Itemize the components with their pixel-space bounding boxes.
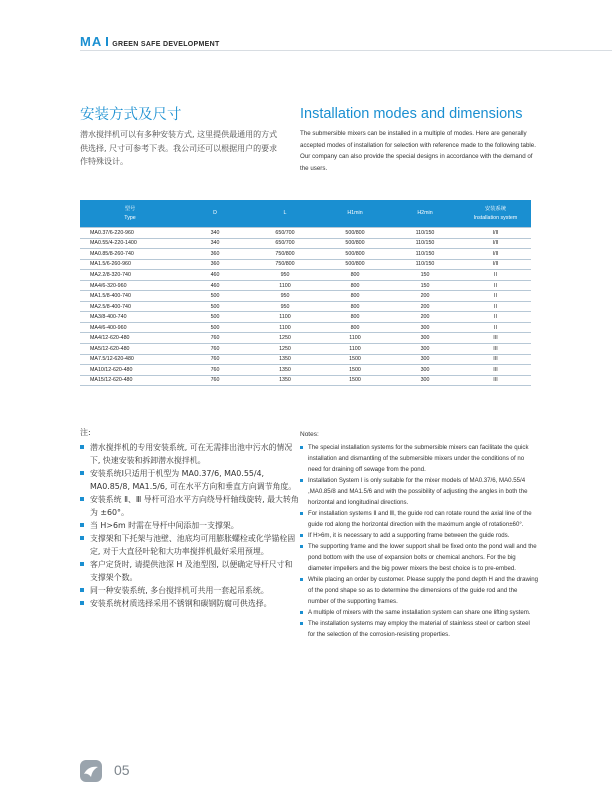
cell-l: 1350 xyxy=(250,375,320,386)
cell-system: I/II xyxy=(460,238,531,249)
cell-h2: 300 xyxy=(390,354,460,365)
header-system-en: Installation system xyxy=(473,214,518,221)
notes-title-en: Notes: xyxy=(300,431,319,438)
cell-h2: 150 xyxy=(390,270,460,281)
cell-h1: 800 xyxy=(320,322,390,333)
bullet-icon xyxy=(300,611,303,614)
cell-h1: 500/800 xyxy=(320,228,390,239)
note-item xyxy=(80,597,300,610)
brand-separator xyxy=(106,37,108,46)
cell-l: 950 xyxy=(250,291,320,302)
cell-d: 500 xyxy=(180,301,250,312)
cell-h1: 1500 xyxy=(320,365,390,376)
note-text: 潜水搅拌机的专用安装系统, 可在无需排出池中污水的情况下, 快速安装和拆卸潜水搅拌机。 xyxy=(90,443,293,465)
header-type-en: Type xyxy=(124,214,136,221)
cell-h2: 200 xyxy=(390,291,460,302)
cell-d: 360 xyxy=(180,259,250,270)
cell-system: I/II xyxy=(460,249,531,260)
cell-h2: 300 xyxy=(390,375,460,386)
note-text: 安装系统Ⅰ只适用于机型为 MA0.37/6, MA0.55/4, MA0.85/8, MA1.5/6, 可在水平方向和垂直方向调节角度。 xyxy=(90,469,297,491)
cell-type: MA10/12-620-480 xyxy=(80,365,180,376)
header-installation-system xyxy=(460,200,531,228)
bullet-icon xyxy=(80,562,84,566)
cell-h1: 800 xyxy=(320,312,390,323)
table-row xyxy=(80,301,531,312)
cell-d: 760 xyxy=(180,365,250,376)
cell-l: 750/800 xyxy=(250,249,320,260)
cell-l: 650/700 xyxy=(250,238,320,249)
cell-h2: 110/150 xyxy=(390,238,460,249)
cell-h2: 200 xyxy=(390,312,460,323)
note-text: 支撑架和下托架与池壁、池底均可用膨胀螺栓或化学锚栓固定, 对于大直径叶轮和大功率搅拌机最好采用预埋。 xyxy=(90,534,296,556)
cell-system: III xyxy=(460,354,531,365)
cell-system: II xyxy=(460,291,531,302)
note-item xyxy=(80,519,300,532)
note-item xyxy=(80,558,300,584)
cell-h1: 800 xyxy=(320,301,390,312)
cell-h1: 1100 xyxy=(320,344,390,355)
cell-h1: 800 xyxy=(320,291,390,302)
bullet-icon xyxy=(80,497,84,501)
header-h1: H1min xyxy=(320,200,390,228)
header-type xyxy=(80,200,180,228)
note-item xyxy=(80,441,300,467)
cell-system: III xyxy=(460,344,531,355)
cell-h1: 800 xyxy=(320,270,390,281)
bullet-icon xyxy=(300,545,303,548)
table-row xyxy=(80,249,531,260)
header-h2: H2min xyxy=(390,200,460,228)
bullet-icon xyxy=(80,523,84,527)
notes-list-en xyxy=(300,442,538,640)
cell-d: 500 xyxy=(180,322,250,333)
table-row xyxy=(80,228,531,239)
note-text: 同一种安装系统, 多台搅拌机可共用一套起吊系统。 xyxy=(90,586,269,595)
cell-h1: 800 xyxy=(320,280,390,291)
brand-header xyxy=(80,34,220,48)
cell-type: MA4/6-400-960 xyxy=(80,322,180,333)
section-title-cn: 安装方式及尺寸 xyxy=(80,107,182,123)
cell-l: 650/700 xyxy=(250,228,320,239)
note-item xyxy=(300,574,538,607)
cell-system: II xyxy=(460,312,531,323)
cell-d: 760 xyxy=(180,375,250,386)
cell-h2: 150 xyxy=(390,280,460,291)
cell-type: MA5/12-620-480 xyxy=(80,344,180,355)
cell-d: 760 xyxy=(180,333,250,344)
note-item xyxy=(80,493,300,519)
cell-h2: 200 xyxy=(390,301,460,312)
cell-d: 460 xyxy=(180,270,250,281)
note-item xyxy=(300,508,538,530)
table-row xyxy=(80,333,531,344)
cell-h2: 110/150 xyxy=(390,228,460,239)
cell-system: II xyxy=(460,301,531,312)
cell-d: 340 xyxy=(180,228,250,239)
cell-type: MA0.55/4-220-1400 xyxy=(80,238,180,249)
table-body xyxy=(80,228,531,386)
table-row xyxy=(80,354,531,365)
bullet-icon xyxy=(80,471,84,475)
note-item xyxy=(300,442,538,475)
brand-logo-text: MA xyxy=(80,34,103,49)
brand-tagline: GREEN SAFE DEVELOPMENT xyxy=(112,41,220,48)
bullet-icon xyxy=(300,534,303,537)
cell-h1: 500/800 xyxy=(320,249,390,260)
footer-logo-icon xyxy=(80,760,102,782)
bullet-icon xyxy=(300,479,303,482)
cell-h1: 1500 xyxy=(320,375,390,386)
intro-paragraph-cn: 潜水搅拌机可以有多种安装方式, 这里提供最通用的方式供选择, 尺寸可参考下表。我公司还可以根据用户的要求作特殊设计。 xyxy=(80,130,278,166)
cell-system: II xyxy=(460,322,531,333)
cell-d: 760 xyxy=(180,354,250,365)
section-title-en: Installation modes and dimensions xyxy=(300,106,523,122)
table-row xyxy=(80,238,531,249)
bullet-icon xyxy=(300,622,303,625)
cell-l: 950 xyxy=(250,301,320,312)
installation-dimensions-table xyxy=(80,200,531,386)
cell-l: 950 xyxy=(250,270,320,281)
cell-system: III xyxy=(460,333,531,344)
notes-title-cn: 注: xyxy=(80,428,91,437)
note-item xyxy=(300,530,538,541)
cell-type: MA0.37/6-220-960 xyxy=(80,228,180,239)
note-text: 客户定货时, 请提供池深 H 及池型图, 以便确定导杆尺寸和支撑架个数。 xyxy=(90,560,293,582)
bullet-icon xyxy=(80,588,84,592)
cell-type: MA15/12-620-480 xyxy=(80,375,180,386)
cell-h2: 300 xyxy=(390,344,460,355)
bullet-icon xyxy=(300,446,303,449)
cell-l: 1350 xyxy=(250,354,320,365)
bullet-icon xyxy=(80,536,84,540)
cell-d: 460 xyxy=(180,280,250,291)
note-text: Installation System I is only suitable for the mixer models of MA0.37/6, MA0.55/4 ,MA0.85/8 and MA1.5/6 and with the possibility of adjusting the angles in both the horizontal and longitudinal directions. xyxy=(308,477,528,506)
cell-h2: 110/150 xyxy=(390,259,460,270)
intro-paragraph-en: The submersible mixers can be installed in a multiple of modes. Here are generally accepted modes of installation for selection with reference made to the following table. Our company can also provide the special designs in accordance with the demand of the users. xyxy=(300,130,536,172)
header-system-cn: 安装系统 xyxy=(484,205,507,212)
note-text: For installation systems Ⅱ and Ⅲ, the guide rod can rotate round the axial line of the guide rod along the horizontal direction with the maximum angle of rotation±60°. xyxy=(308,510,532,528)
cell-type: MA1.5/8-400-740 xyxy=(80,291,180,302)
cell-l: 1100 xyxy=(250,322,320,333)
note-text: 安装系统 Ⅱ、Ⅲ 导杆可沿水平方向绕导杆轴线旋转, 最大转角为 ±60°。 xyxy=(90,495,299,517)
note-item xyxy=(80,467,300,493)
note-text: 当 H>6m 时需在导杆中间添加一支撑架。 xyxy=(90,521,239,530)
cell-type: MA7.5/12-620-480 xyxy=(80,354,180,365)
mixer-propeller-icon xyxy=(80,760,102,782)
cell-d: 340 xyxy=(180,238,250,249)
note-item xyxy=(80,532,300,558)
cell-system: III xyxy=(460,365,531,376)
note-item xyxy=(300,541,538,574)
header-l: L xyxy=(250,200,320,228)
cell-h1: 500/800 xyxy=(320,238,390,249)
cell-system: III xyxy=(460,375,531,386)
cell-l: 1100 xyxy=(250,280,320,291)
cell-h2: 300 xyxy=(390,365,460,376)
note-text: 安装系统材质选择采用不锈钢和碳钢防腐可供选择。 xyxy=(90,599,272,608)
note-text: The supporting frame and the lower support shall be fixed onto the pond wall and the pond bottom with the use of expansion bolts or chemical anchors. For the big diameter impellers and the big power mixers the best choice is to pre-embed. xyxy=(308,543,537,572)
cell-h1: 500/800 xyxy=(320,259,390,270)
cell-type: MA2.5/8-400-740 xyxy=(80,301,180,312)
table-row xyxy=(80,344,531,355)
cell-type: MA4/12-620-480 xyxy=(80,333,180,344)
cell-h1: 1100 xyxy=(320,333,390,344)
note-item xyxy=(300,618,538,640)
table-row xyxy=(80,280,531,291)
cell-type: MA2.2/8-320-740 xyxy=(80,270,180,281)
bullet-icon xyxy=(300,512,303,515)
cell-d: 760 xyxy=(180,344,250,355)
table-row xyxy=(80,270,531,281)
note-text: The special installation systems for the submersible mixers can facilitate the quick installation and dismantling of the submersible mixers under the conditions of no need for draining off sewage from the pond. xyxy=(308,444,529,473)
table-header-row xyxy=(80,200,531,228)
header-d: D xyxy=(180,200,250,228)
table-row xyxy=(80,291,531,302)
note-text: The installation systems may employ the material of stainless steel or carbon steel for the selection of the corrosion-resisting properties. xyxy=(308,620,530,638)
cell-type: MA4/6-320-960 xyxy=(80,280,180,291)
cell-l: 1250 xyxy=(250,333,320,344)
cell-system: I/II xyxy=(460,228,531,239)
header-type-cn: 型号 xyxy=(124,205,136,212)
table-row xyxy=(80,365,531,376)
bullet-icon xyxy=(80,601,84,605)
cell-l: 1350 xyxy=(250,365,320,376)
cell-d: 500 xyxy=(180,312,250,323)
cell-h2: 300 xyxy=(390,322,460,333)
note-item xyxy=(80,584,300,597)
header-divider xyxy=(80,50,612,51)
cell-d: 500 xyxy=(180,291,250,302)
bullet-icon xyxy=(80,445,84,449)
cell-system: II xyxy=(460,270,531,281)
cell-h2: 110/150 xyxy=(390,249,460,260)
cell-l: 1100 xyxy=(250,312,320,323)
bullet-icon xyxy=(300,578,303,581)
cell-type: MA1.5/6-260-960 xyxy=(80,259,180,270)
cell-d: 360 xyxy=(180,249,250,260)
cell-type: MA0.85/8-260-740 xyxy=(80,249,180,260)
table-row xyxy=(80,322,531,333)
cell-system: II xyxy=(460,280,531,291)
page-number: 05 xyxy=(114,762,130,778)
table-row xyxy=(80,375,531,386)
cell-h1: 1500 xyxy=(320,354,390,365)
cell-l: 1250 xyxy=(250,344,320,355)
note-item xyxy=(300,607,538,618)
notes-list-cn xyxy=(80,441,300,610)
cell-type: MA3/8-400-740 xyxy=(80,312,180,323)
note-text: While placing an order by customer. Please supply the pond depth H and the drawing of the pond shape so as to determine the dimensions of the guide rod and the number of the supporting frames. xyxy=(308,576,539,605)
table-row xyxy=(80,259,531,270)
cell-l: 750/800 xyxy=(250,259,320,270)
note-item xyxy=(300,475,538,508)
cell-system: I/II xyxy=(460,259,531,270)
note-text: A multiple of mixers with the same installation system can share one lifting system. xyxy=(308,609,531,616)
table-row xyxy=(80,312,531,323)
note-text: If H>6m, it is necessary to add a supporting frame between the guide rods. xyxy=(308,532,510,539)
cell-h2: 300 xyxy=(390,333,460,344)
